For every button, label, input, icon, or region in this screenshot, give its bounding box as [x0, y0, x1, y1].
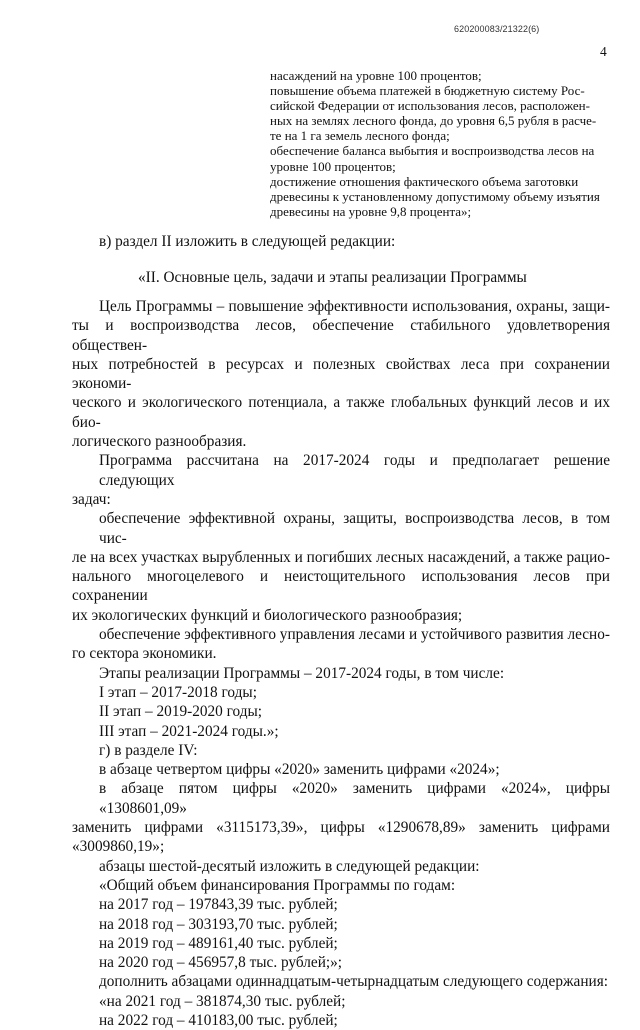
text-line: в абзаце четвертом цифры «2020» заменить цифрами «2024»; [99, 761, 500, 779]
text-line: заменить цифрами «3115173,39», цифры «1290678,89» заменить цифрами [72, 819, 610, 837]
text-line: нального многоцелевого и неистощительного использования лесов при сохранении [72, 568, 610, 605]
text-line: III этап – 2021-2024 годы.»; [99, 722, 279, 740]
section-heading: «II. Основные цель, задачи и этапы реализации Программы [138, 269, 527, 286]
text-line: те на 1 га земель лесного фонда; [270, 128, 450, 144]
page-number: 4 [600, 44, 607, 59]
text-line: уровне 100 процентов; [270, 158, 396, 174]
text-line: на 2018 год – 303193,70 тыс. рублей; [99, 915, 338, 933]
text-line: на 2017 год – 197843,39 тыс. рублей; [99, 896, 338, 914]
text-line: ных потребностей в ресурсах и полезных свойствах леса при сохранении экономи- [72, 355, 610, 393]
text-line: насаждений на уровне 100 процентов; [270, 68, 482, 83]
text-line: Этапы реализации Программы – 2017-2024 годы, в том числе: [99, 664, 505, 682]
text-line: абзацы шестой-десятый изложить в следующей редакции: [99, 857, 480, 875]
text-line: Цель Программы – повышение эффективности использования, охраны, защи- [99, 298, 610, 315]
text-line: в абзаце пятом цифры «2020» заменить цифрами «2024», цифры «1308601,09» [99, 780, 610, 817]
text-line: логического разнообразия. [72, 433, 247, 451]
text-line: задач: [72, 490, 111, 508]
text-line: повышение объема платежей в бюджетную систему Рос- [270, 83, 585, 99]
text-line: I этап – 2017-2018 годы; [99, 683, 257, 701]
text-line: ле на всех участках вырубленных и погибших лесных насаждений, а также рацио- [72, 548, 611, 566]
text-line: Программа рассчитана на 2017-2024 годы и предполагает решение следующих [99, 452, 610, 489]
text-line: обеспечение эффективной охраны, защиты, воспроизводства лесов, в том чис- [99, 510, 610, 547]
previous-section-continuation [270, 68, 606, 219]
text-line: ных на землях лесного фонда, до уровня 6,5 рубля в расче- [270, 113, 597, 129]
text-line: достижение отношения фактического объема заготовки [270, 173, 579, 189]
text-line: на 2020 год – 456957,8 тыс. рублей;»; [99, 954, 343, 972]
text-line: го сектора экономики. [72, 645, 217, 663]
text-line: «Общий объем финансирования Программы по годам: [99, 876, 456, 894]
document-body [72, 297, 610, 1030]
text-line: на 2019 год – 489161,40 тыс. рублей; [99, 934, 338, 952]
text-line: на 2022 год – 410183,00 тыс. рублей; [99, 1011, 338, 1029]
text-line: обеспечение баланса выбытия и воспроизводства лесов на [270, 143, 595, 159]
section-b-instruction: в) раздел II изложить в следующей редакции: [99, 233, 396, 250]
text-line: «на 2021 год – 381874,30 тыс. рублей; [99, 992, 346, 1010]
text-line: ты и воспроизводства лесов, обеспечение стабильного удовлетворения обществен- [72, 317, 610, 354]
text-line: их экологических функций и биологического разнообразия; [72, 606, 463, 624]
text-line: г) в разделе IV: [99, 741, 198, 759]
text-line: сийской Федерации от использования лесов, расположен- [270, 98, 590, 114]
text-line: дополнить абзацами одиннадцатым-четырнадцатым следующего содержания: [99, 973, 609, 991]
document-code: 620200083/21322(6) [454, 24, 540, 34]
text-line: «3009860,19»; [72, 838, 165, 856]
text-line: древесины на уровне 9,8 процента»; [270, 203, 472, 219]
text-line: II этап – 2019-2020 годы; [99, 703, 263, 721]
text-line: древесины к установленному допустимому объему изъятия [270, 188, 600, 204]
text-line: ческого и экологического потенциала, а также глобальных функций лесов и их био- [72, 394, 610, 431]
text-line: обеспечение эффективного управления лесами и устойчивого развития лесно- [99, 626, 610, 644]
